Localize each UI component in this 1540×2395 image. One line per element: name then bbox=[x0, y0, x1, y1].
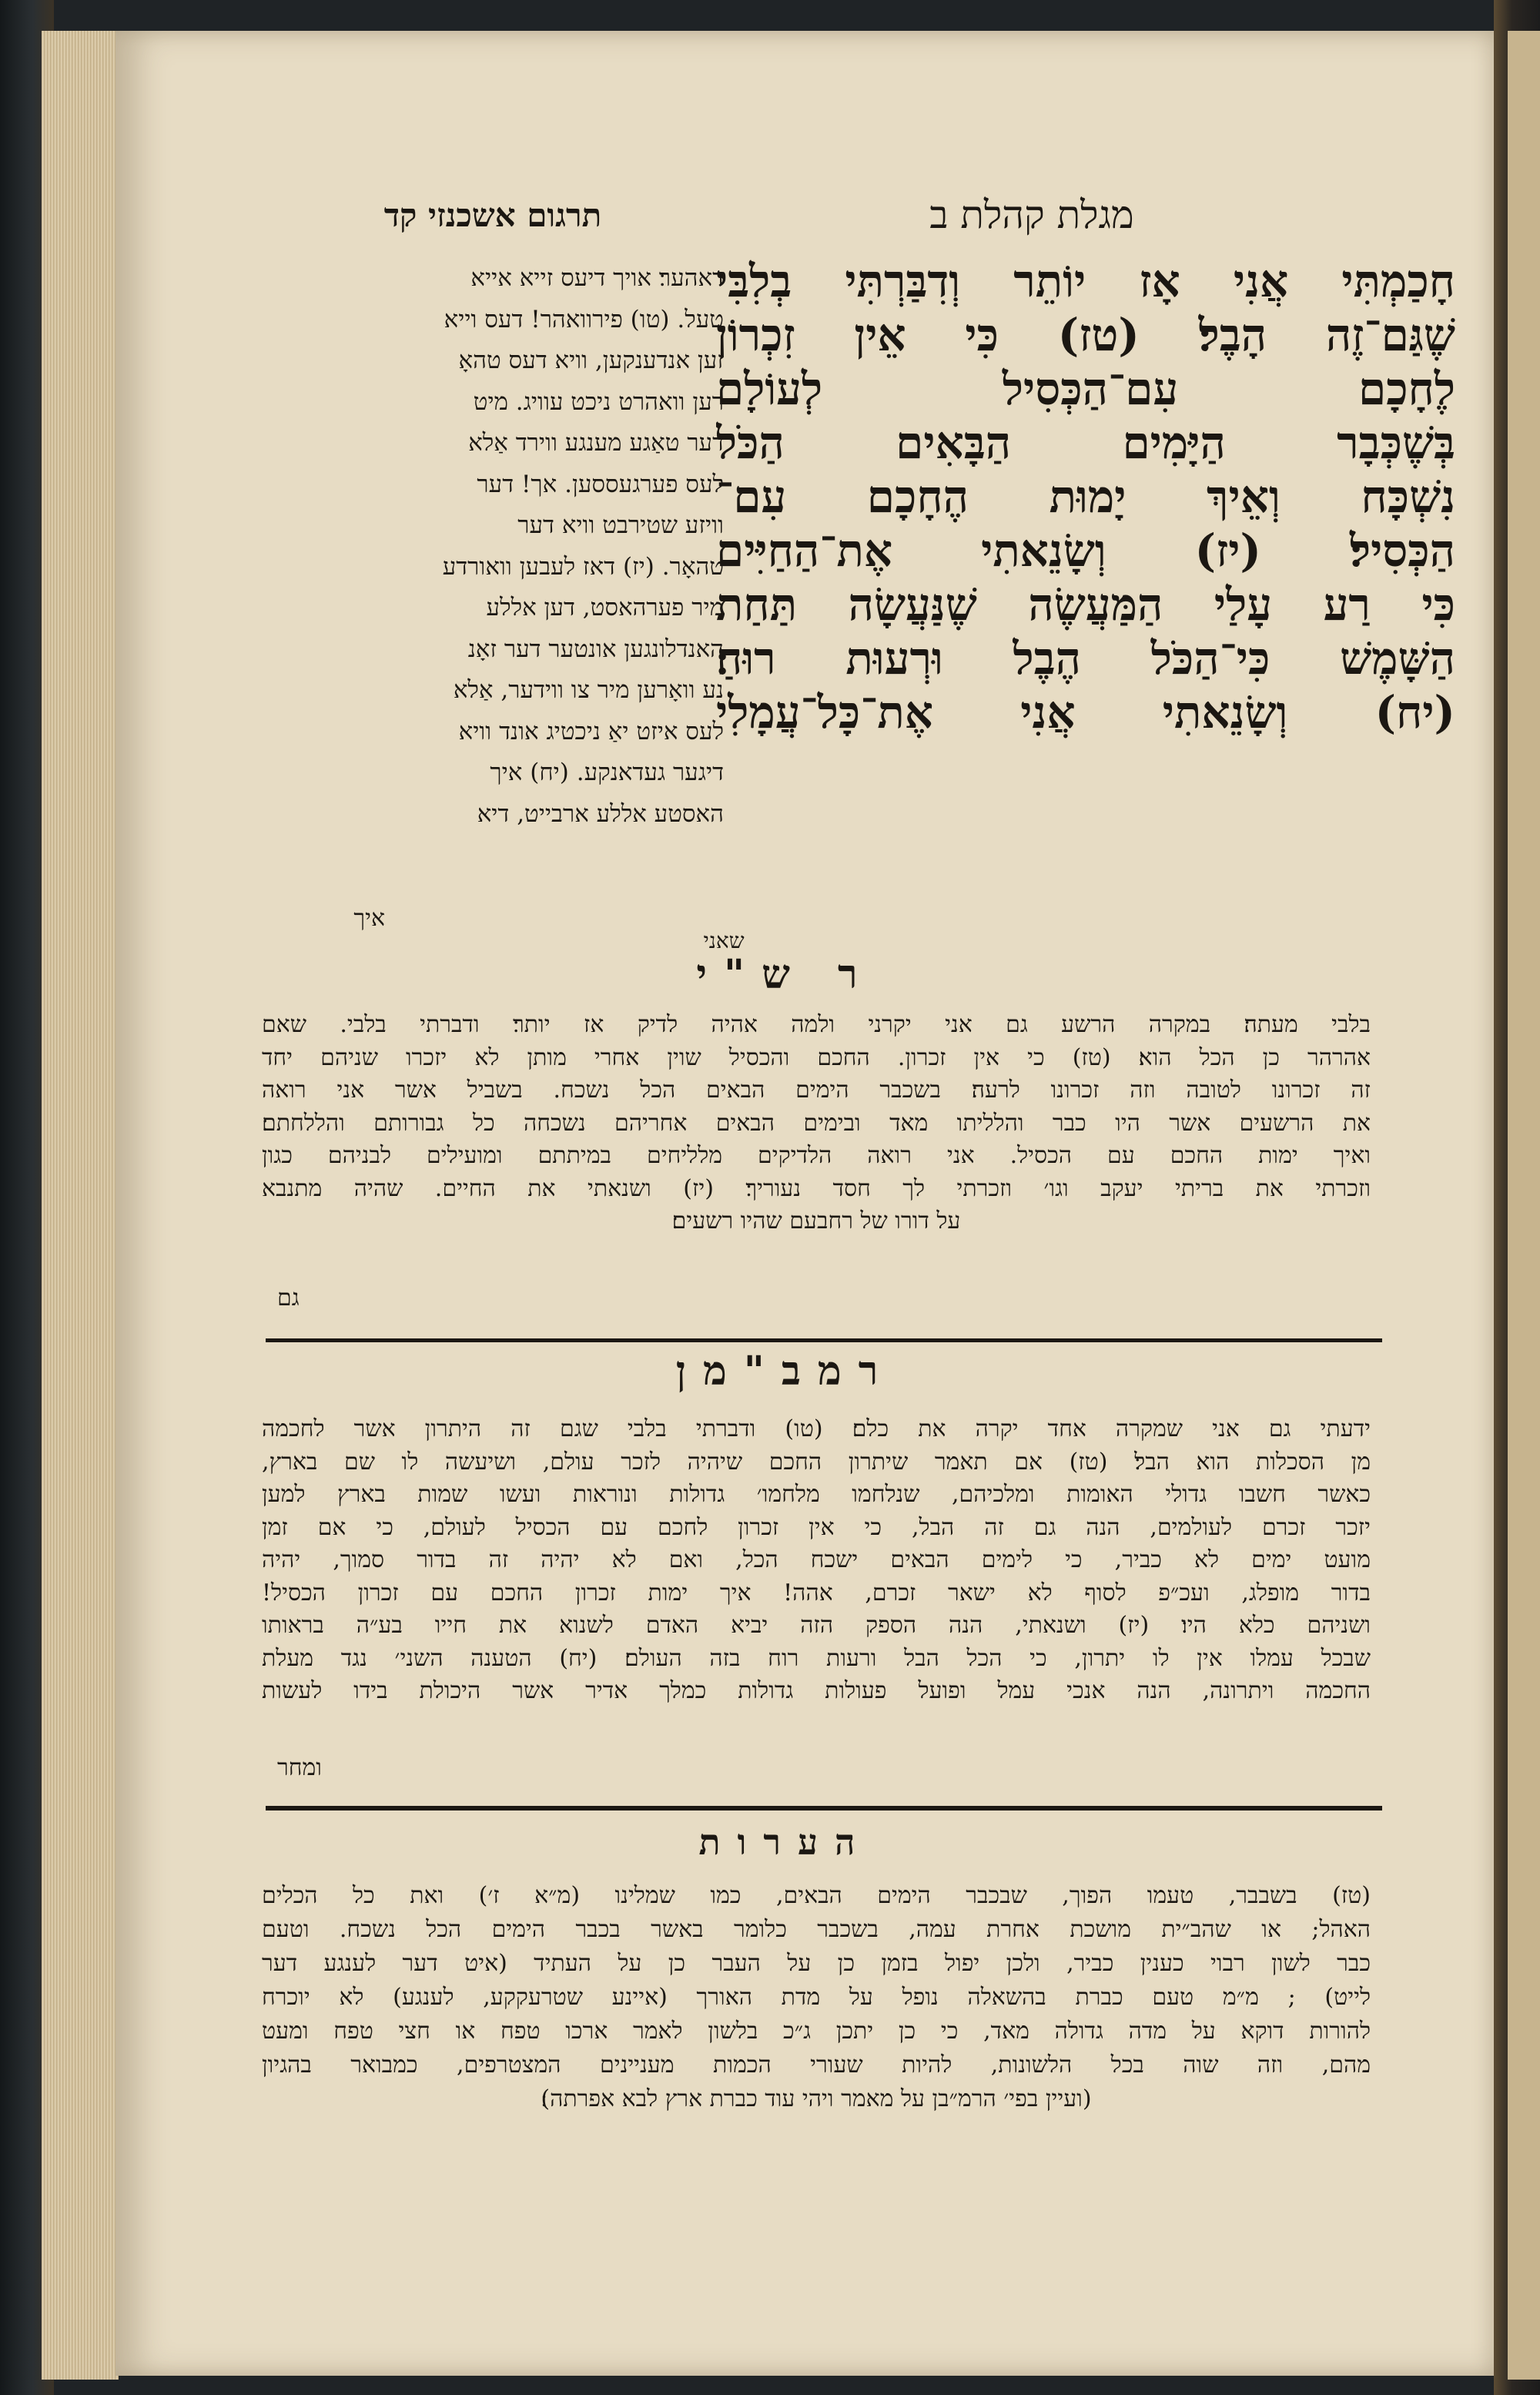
ramban-line: ושניהם כלא היו׃ (יז) ושנאתי, הנה הספק הזה יביא האדם לשנוא את חייו בע״ה בראותו bbox=[262, 1612, 1371, 1639]
verse-line: הַכְּסִיל׃ (יז) וְשָׂנֵאתִי אֶת־הַחַיִּים bbox=[716, 524, 1455, 577]
notes-section bbox=[262, 1879, 1371, 2116]
ramban-line: כאשר חשבו גדולי האומות ומלכיהם, שנלחמו מלחמו׳ גדולות ונוראות ועשו שמות בארץ למען bbox=[262, 1481, 1371, 1508]
targum-line: וויזע שטירבט וויא דער bbox=[517, 511, 724, 539]
ramban-line: ידעתי גם אני שמקרה אחד יקרה את כלם׃ (טו) ודברתי בלבי שגם זה היתרון אשר לחכמה bbox=[262, 1415, 1371, 1442]
rashi-line: זה זכרונו לטובה וזה זכרונו לרעה׃ בשכבר הימים הבאים הכל נשכח. בשביל אשר אני רואה bbox=[262, 1077, 1371, 1104]
ramban-title: רמב"מן bbox=[675, 1348, 896, 1395]
targum-column bbox=[262, 258, 724, 835]
rashi-title: ר ש"י bbox=[696, 951, 875, 998]
ramban-line: בדור מופלג, ועכ״פ לסוף לא ישאר זכרם, אהה! איך ימות זכרון החכם עם זכרון הכסיל! bbox=[262, 1579, 1371, 1606]
targum-line: דיגער געדאנקע. (יח) איך bbox=[490, 759, 724, 786]
rashi-line: ואיך ימות החכם עם הכסיל. אני רואה הלדיקים מלליחים במיתתם ומועילים לבניהם כגון bbox=[262, 1142, 1371, 1169]
verse-line: כִּי רַע עָלַי הַמַּעֲשֶׂה שֶׁנַּעֲשָׂה תַּחַת bbox=[716, 578, 1455, 631]
rashi-line: על דורו של רחבעם שהיו רשעים׃ bbox=[671, 1208, 961, 1234]
ramban-line: מן הסכלות הוא הבל׃ (טז) אם תאמר שיתרון החכם שיהיה לזכר עולם, ושיעשה לו שם בארץ, bbox=[262, 1448, 1371, 1476]
targum-line: האנדלונגען אונטער דער זאָנ bbox=[467, 635, 724, 663]
targum-line: רען וואהרט ניכט עוויג. מיט bbox=[473, 387, 724, 416]
verse-line: (יח) וְשָׂנֵאתִי אֲנִי אֶת־כָּל־עֲמָלִי bbox=[716, 686, 1455, 739]
targum-line: לעס איזט יאַ ניכטיג אונד וויא bbox=[458, 717, 724, 745]
verse-line: הַשָּׁמֶשׁ כִּי־הַכֹּל הֶבֶל וּרְעוּת רוּחַ׃ bbox=[716, 632, 1455, 685]
page-edges-left bbox=[42, 31, 119, 2380]
targum-line: האסטע אללע ארבייט, דיא bbox=[477, 799, 724, 828]
verse-catchword: שאני bbox=[703, 928, 745, 953]
facing-page-edge bbox=[1508, 31, 1540, 2380]
notes-line: להורות דוקא על מדה גדולה מאד, כי כן יתכן ג״כ בלשון לאמר ארכו טפח או חצי טפח ומעט bbox=[262, 2018, 1371, 2045]
verse-line: שֶׁגַּם־זֶה הָבֶל׃ (טז) כִּי אֵין זִכְרוֹן bbox=[716, 309, 1455, 361]
rashi-line: את הרשעים אשר היו כבר והלליתו מאד ובימים הבאים אחריהם נשכחה כל גבורותם והללחתם׃ bbox=[262, 1109, 1371, 1137]
section-divider bbox=[266, 1338, 1382, 1342]
biblical-verse-column bbox=[716, 254, 1455, 739]
notes-line: מהם, וזה שוה בכל הלשונות, להיות שעורי הכמות מעניינים המצטרפים, כמבואר בהגיון bbox=[262, 2052, 1371, 2078]
ramban-commentary bbox=[262, 1413, 1371, 1708]
rashi-line: וזכרתי את בריתי יעקב וגו׳ וזכרתי לך חסד נעוריך׃ (יז) ושנאתי את החיים. שהיה מתנבא bbox=[262, 1174, 1371, 1202]
ramban-line: מועט ימים לא כביר, כי לימים הבאים ישכח הכל, ואם לא יהיה זה בדור סמוך, יהיה bbox=[262, 1546, 1371, 1573]
rashi-commentary bbox=[262, 1009, 1371, 1238]
targum-catchword: איך bbox=[353, 905, 385, 932]
rashi-line: אהרהר כן הכל הוא׃ (טז) כי אין זכרון. החכם והכסיל שוין אחרי מותן לא יזכרו שניהם יחד bbox=[262, 1043, 1371, 1071]
ramban-catchword: ומחר bbox=[277, 1754, 322, 1781]
rashi-catchword: גם bbox=[277, 1285, 300, 1311]
running-header-book: מגלת קהלת ב bbox=[929, 193, 1134, 237]
verse-line: בְּשֶׁכְּבָר הַיָּמִים הַבָּאִים הַכֹּל bbox=[716, 417, 1455, 469]
notes-line: (ועיין בפי׳ הרמ״בן על מאמר ויהי עוד כברת ארץ לבא אפרתה)׃ bbox=[541, 2085, 1092, 2112]
targum-line: מיר פערהאסט, דען אללע bbox=[486, 594, 724, 621]
section-divider bbox=[266, 1806, 1382, 1810]
notes-title: הערות bbox=[698, 1821, 872, 1863]
verse-line: לֶחָכָם עִם־הַכְּסִיל לְעוֹלָם bbox=[716, 363, 1455, 415]
ramban-line: יזכר זכרם לעולמים, הנה גם זה הבל, כי אין זכרון לחכם עם הכסיל לעולם, כי אם זמן bbox=[262, 1513, 1371, 1541]
notes-line: לייט) ; מ״מ טעם כברת בהשאלה נופל על מדת האורך (איינע שטרעקקע, לענגע) לא יוכרח bbox=[262, 1984, 1371, 2011]
notes-line: האהל; או שהב״ית מושכת אחרת עמה, בשכבר כלומר באשר בכבר הימים הכל נשכח. וטעם bbox=[262, 1916, 1371, 1943]
running-header-targum: תרגום אשכנזי קד bbox=[383, 196, 602, 234]
targum-line: לעס פערגעססען. אך! דער bbox=[477, 470, 724, 498]
notes-line: (טז) בשבבר, טעמו הפוך, שבכבר הימים הבאים, כמו שמלינו (מ״א ז׳) ואת כל הכלים bbox=[262, 1882, 1371, 1909]
targum-line: זען אנדענקען, וויא דעס טהאָ bbox=[458, 347, 724, 374]
book-cover-right bbox=[1494, 0, 1540, 2395]
ramban-line: שבכל עמלו אין לו יתרון, כי הכל הבל ורעות רוח בזה העולם׃ (יח) הטענה השני׳ נגד מעלת bbox=[262, 1644, 1371, 1672]
targum-line: טעל. (טו) פירוואהר! דעס וייא bbox=[444, 305, 724, 333]
targum-line: דער טאַגע מענגע ווירד אַלא bbox=[468, 429, 724, 457]
targum-line: נע וואָרען מיר צו ווידער, אַלא bbox=[453, 676, 724, 704]
verse-line: נִשְׁכָּח וְאֵיךְ יָמוּת הֶחָכָם עִם־ bbox=[716, 471, 1455, 523]
verse-line: חָכַמְתִּי אֲנִי אָז יוֹתֵר וְדִבַּרְתִּי בְלִבִּי bbox=[716, 255, 1455, 307]
rashi-line: בלבי מעתה׃ במקרה הרשע גם אני יקרני ולמה אהיה לדיק אז יותר׃ ודברתי בלבי. שאם bbox=[262, 1011, 1371, 1038]
ramban-line: החכמה ויתרונה, הנה אנכי עמל ופועל פעולות גדולות כמלך אדיר אשר היכולת בידו לעשות bbox=[262, 1677, 1371, 1704]
targum-line: טהאָר. (יז) דאז לעבען וואורדע bbox=[442, 552, 724, 581]
notes-line: כבר לשון רבוי כענין כביר, ולכן יפול בזמן כן על העבר כן על העתיד (איט דער לענגע דער bbox=[262, 1950, 1371, 1977]
targum-line: דאהער׃ אויך דיעס זייא אייא bbox=[470, 264, 724, 292]
